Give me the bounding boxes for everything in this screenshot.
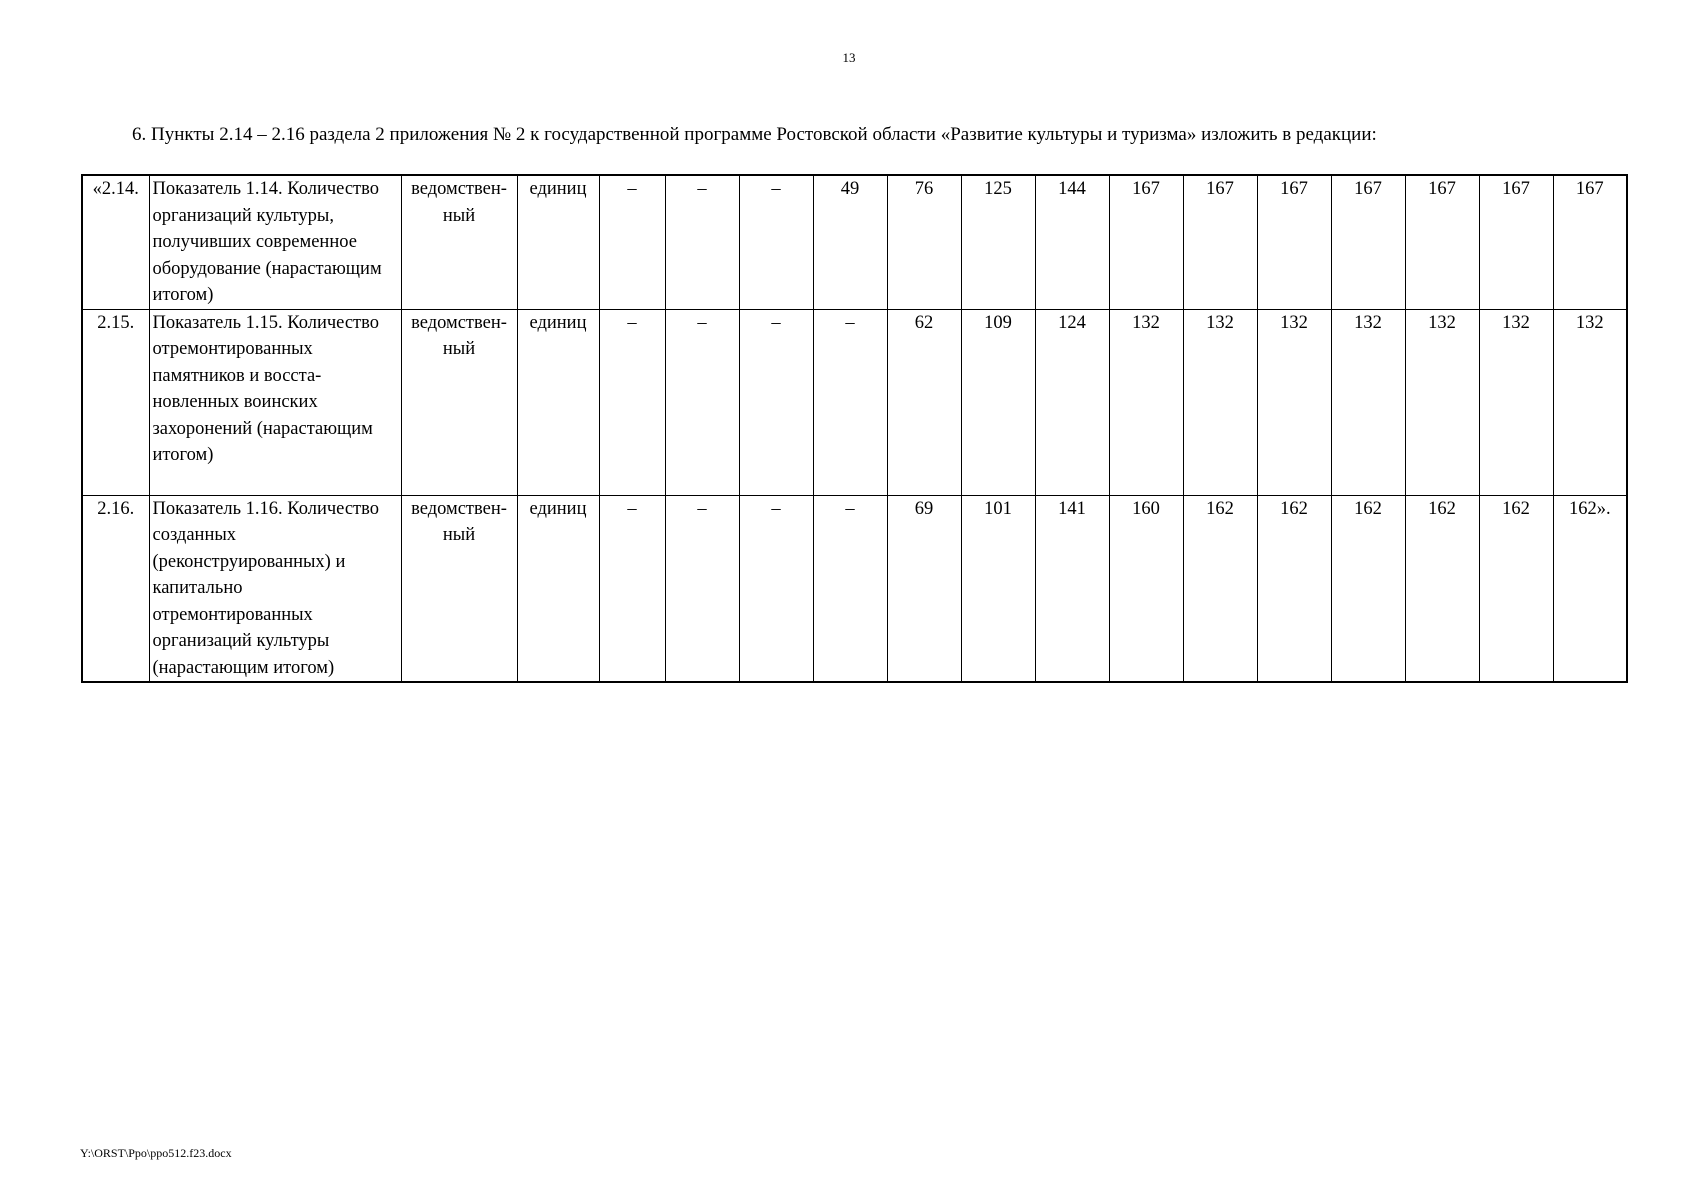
value-cell-11: 162: [1331, 495, 1405, 682]
value-cell-12: 167: [1405, 175, 1479, 309]
value-cell-11: 167: [1331, 175, 1405, 309]
value-cell-2: –: [665, 309, 739, 495]
value-cell-8: 160: [1109, 495, 1183, 682]
value-cell-5: 62: [887, 309, 961, 495]
data-source: ведомствен-ный: [401, 309, 517, 495]
data-source: ведомствен-ный: [401, 495, 517, 682]
value-cell-14: 167: [1553, 175, 1627, 309]
value-cell-10: 162: [1257, 495, 1331, 682]
indicators-table: [81, 174, 1628, 683]
value-cell-4: 49: [813, 175, 887, 309]
value-cell-3: –: [739, 495, 813, 682]
value-cell-2: –: [665, 175, 739, 309]
unit-of-measure: единиц: [517, 495, 599, 682]
unit-of-measure: единиц: [517, 309, 599, 495]
value-cell-7: 124: [1035, 309, 1109, 495]
row-number: 2.15.: [82, 309, 149, 495]
value-cell-12: 132: [1405, 309, 1479, 495]
page-number: 13: [842, 50, 856, 65]
value-cell-3: –: [739, 309, 813, 495]
table-row: [82, 175, 1627, 309]
intro-paragraph: 6. Пункты 2.14 – 2.16 раздела 2 приложения № 2 к государственной программе Ростовской области «Развитие культуры и туризма» изложить в редакции:: [132, 124, 1377, 145]
value-cell-4: –: [813, 495, 887, 682]
value-cell-2: –: [665, 495, 739, 682]
value-cell-10: 167: [1257, 175, 1331, 309]
indicator-name: Показатель 1.14. Количество организаций культуры, получивших современное оборудование (нарастающим итогом): [149, 175, 401, 309]
value-cell-14: 162».: [1553, 495, 1627, 682]
value-cell-10: 132: [1257, 309, 1331, 495]
value-cell-7: 144: [1035, 175, 1109, 309]
value-cell-1: –: [599, 175, 665, 309]
value-cell-8: 132: [1109, 309, 1183, 495]
value-cell-11: 132: [1331, 309, 1405, 495]
row-number: «2.14.: [82, 175, 149, 309]
data-source: ведомствен-ный: [401, 175, 517, 309]
row-number: 2.16.: [82, 495, 149, 682]
value-cell-14: 132: [1553, 309, 1627, 495]
value-cell-1: –: [599, 309, 665, 495]
value-cell-5: 76: [887, 175, 961, 309]
value-cell-6: 109: [961, 309, 1035, 495]
table-row: [82, 309, 1627, 495]
table-row: [82, 495, 1627, 682]
value-cell-5: 69: [887, 495, 961, 682]
indicator-name: Показатель 1.16. Количество созданных (реконструированных) и капитально отремонтированных организаций культуры (нарастающим итогом): [149, 495, 401, 682]
value-cell-13: 132: [1479, 309, 1553, 495]
value-cell-9: 162: [1183, 495, 1257, 682]
value-cell-13: 162: [1479, 495, 1553, 682]
value-cell-9: 167: [1183, 175, 1257, 309]
value-cell-3: –: [739, 175, 813, 309]
value-cell-6: 125: [961, 175, 1035, 309]
value-cell-8: 167: [1109, 175, 1183, 309]
value-cell-9: 132: [1183, 309, 1257, 495]
value-cell-7: 141: [1035, 495, 1109, 682]
value-cell-4: –: [813, 309, 887, 495]
file-path-footer: Y:\ORST\Ppo\ppo512.f23.docx: [80, 1146, 232, 1160]
value-cell-12: 162: [1405, 495, 1479, 682]
indicator-name: Показатель 1.15. Количество отремонтированных памятников и восста-новленных воинских захоронений (нарастающим итогом): [149, 309, 401, 495]
unit-of-measure: единиц: [517, 175, 599, 309]
value-cell-6: 101: [961, 495, 1035, 682]
value-cell-13: 167: [1479, 175, 1553, 309]
value-cell-1: –: [599, 495, 665, 682]
